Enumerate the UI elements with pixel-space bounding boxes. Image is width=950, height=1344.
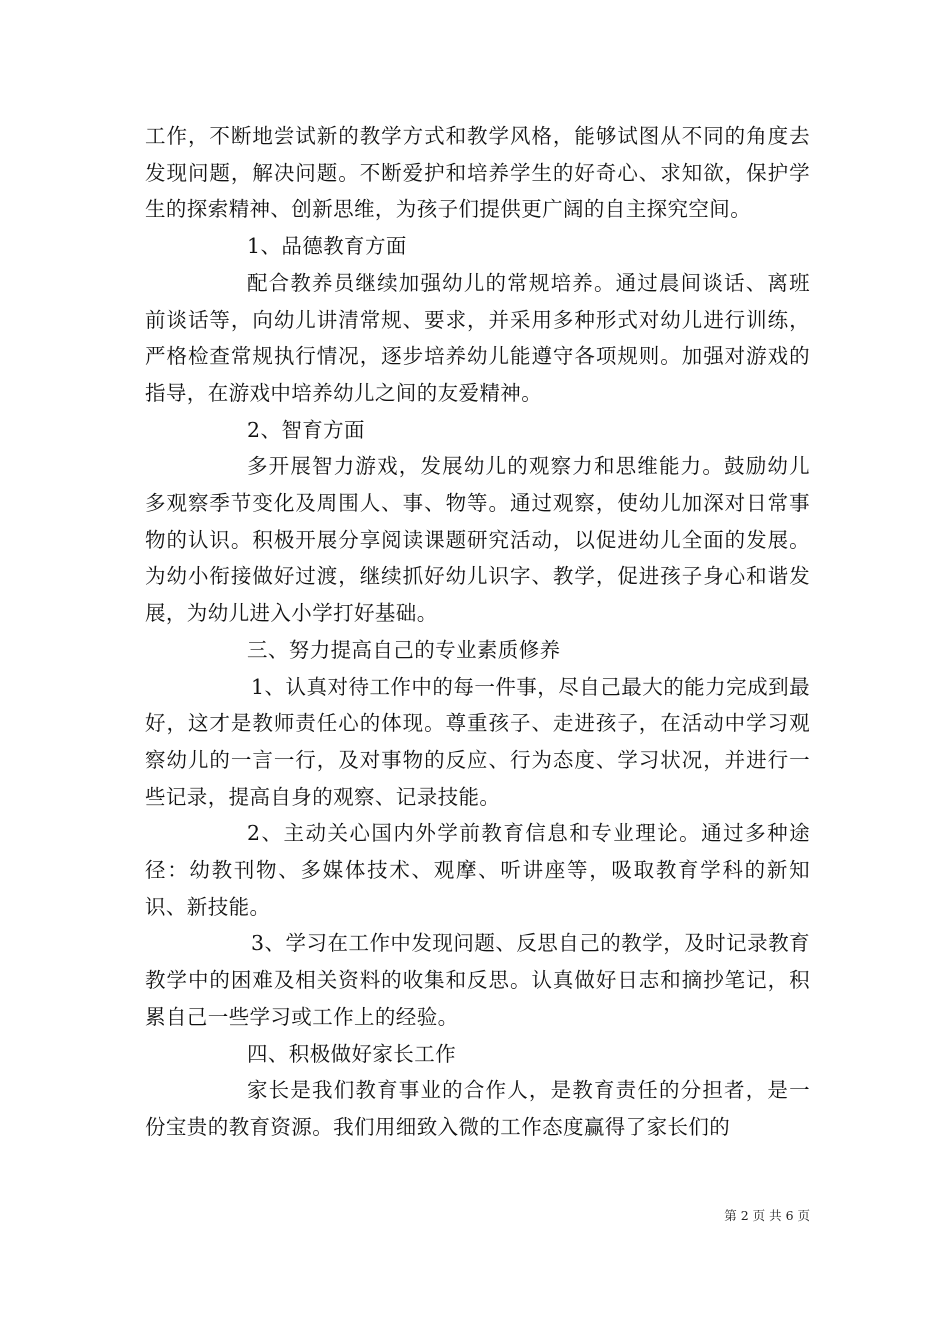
paragraph-professional-3: 3、学习在工作中发现问题、反思自己的教学，及时记录教育教学中的困难及相关资料的收集和反思。认真做好日志和摘抄笔记，积累自己一些学习或工作上的经验。 <box>145 931 810 1029</box>
section-heading-parent-work: 四、积极做好家长工作 <box>247 1041 456 1066</box>
section-heading-professional-quality: 三、努力提高自己的专业素质修养 <box>247 637 561 662</box>
document-body <box>145 118 810 1146</box>
paragraph-moral-education: 配合教养员继续加强幼儿的常规培养。通过晨间谈话、离班前谈话等，向幼儿讲清常规、要求，并采用多种形式对幼儿进行训练，严格检查常规执行情况，逐步培养幼儿能遵守各项规则。加强对游戏的指导，在游戏中培养幼儿之间的友爱精神。 <box>145 270 810 405</box>
paragraph-professional-2: 2、主动关心国内外学前教育信息和专业理论。通过多种途径：幼教刊物、多媒体技术、观摩、听讲座等，吸取教育学科的新知识、新技能。 <box>145 821 810 919</box>
section-heading-moral-education: 1、品德教育方面 <box>247 234 407 259</box>
page-number-footer: 第 2 页 共 6 页 <box>724 1208 810 1223</box>
paragraph-parent-work: 家长是我们教育事业的合作人，是教育责任的分担者，是一份宝贵的教育资源。我们用细致入微的工作态度赢得了家长们的 <box>145 1078 810 1139</box>
paragraph-1: 工作，不断地尝试新的教学方式和教学风格，能够试图从不同的角度去发现问题，解决问题。不断爱护和培养学生的好奇心、求知欲，保护学生的探索精神、创新思维，为孩子们提供更广阔的自主探究空间。 <box>145 124 810 222</box>
paragraph-professional-1: 1、认真对待工作中的每一件事，尽自己最大的能力完成到最好，这才是教师责任心的体现。尊重孩子、走进孩子，在活动中学习观察幼儿的一言一行，及对事物的反应、行为态度、学习状况，并进行一些记录，提高自身的观察、记录技能。 <box>145 674 810 809</box>
section-heading-intellectual-education: 2、智育方面 <box>247 417 365 442</box>
paragraph-intellectual-education: 多开展智力游戏，发展幼儿的观察力和思维能力。鼓励幼儿多观察季节变化及周围人、事、物等。通过观察，使幼儿加深对日常事物的认识。积极开展分享阅读课题研究活动，以促进幼儿全面的发展。为幼小衔接做好过渡，继续抓好幼儿识字、教学，促进孩子身心和谐发展，为幼儿进入小学打好基础。 <box>145 454 810 626</box>
